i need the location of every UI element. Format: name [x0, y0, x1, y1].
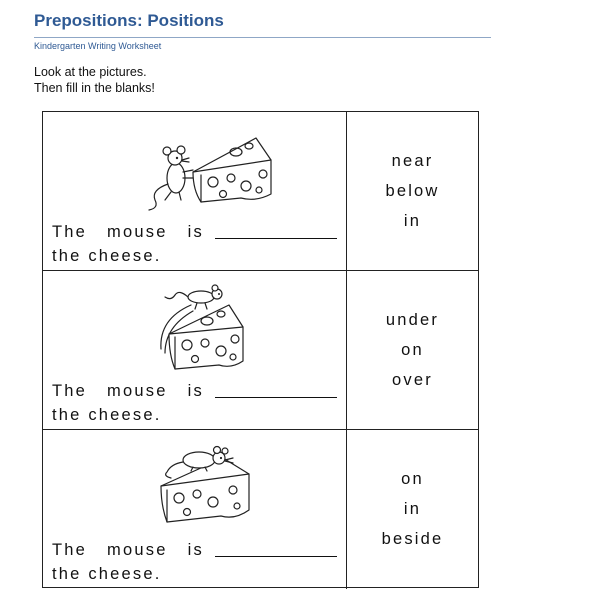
mouse-on-cheese-illustration: [141, 438, 291, 532]
sentence-word: is: [187, 223, 204, 241]
sentence-word: mouse: [107, 541, 168, 559]
word-choice: beside: [381, 530, 444, 548]
word-choice: below: [385, 182, 440, 200]
word-choice: on: [401, 341, 424, 359]
word-choices-cell: [347, 271, 478, 429]
word-choice: under: [385, 311, 440, 329]
exercise-question-cell: [43, 271, 347, 429]
word-choice: over: [392, 371, 433, 389]
answer-blank[interactable]: [215, 397, 337, 398]
word-choice: near: [391, 152, 434, 170]
sentence-word: The: [52, 382, 88, 400]
exercise-table: [42, 111, 479, 588]
word-choice: on: [401, 470, 424, 488]
sentence-line-2: the cheese.: [52, 247, 162, 265]
sentence-word: is: [187, 541, 204, 559]
instructions: [34, 64, 155, 96]
sentence-word: The: [52, 541, 88, 559]
instruction-line-1: Look at the pictures.: [34, 65, 147, 79]
mouse-beside-cheese-illustration: [141, 120, 291, 214]
word-choices-cell: [347, 430, 478, 589]
word-choices-cell: [347, 112, 478, 270]
sentence: [52, 379, 204, 427]
mouse-over-cheese-illustration: [141, 279, 291, 373]
title-divider: [34, 37, 491, 38]
worksheet-subtitle: Kindergarten Writing Worksheet: [34, 41, 162, 51]
sentence-word: The: [52, 223, 88, 241]
sentence: [52, 538, 204, 586]
answer-blank[interactable]: [215, 556, 337, 557]
exercise-question-cell: [43, 112, 347, 270]
word-choice: in: [403, 212, 422, 230]
instruction-line-2: Then fill in the blanks!: [34, 81, 155, 95]
exercise-question-cell: [43, 430, 347, 589]
sentence-word: is: [187, 382, 204, 400]
answer-blank[interactable]: [215, 238, 337, 239]
exercise-row: [43, 430, 478, 589]
sentence-word: mouse: [107, 223, 168, 241]
sentence-line-2: the cheese.: [52, 565, 162, 583]
exercise-row: [43, 112, 478, 271]
sentence: [52, 220, 204, 268]
sentence-line-2: the cheese.: [52, 406, 162, 424]
exercise-row: [43, 271, 478, 430]
worksheet-title: Prepositions: Positions: [34, 11, 224, 30]
sentence-word: mouse: [107, 382, 168, 400]
word-choice: in: [403, 500, 422, 518]
